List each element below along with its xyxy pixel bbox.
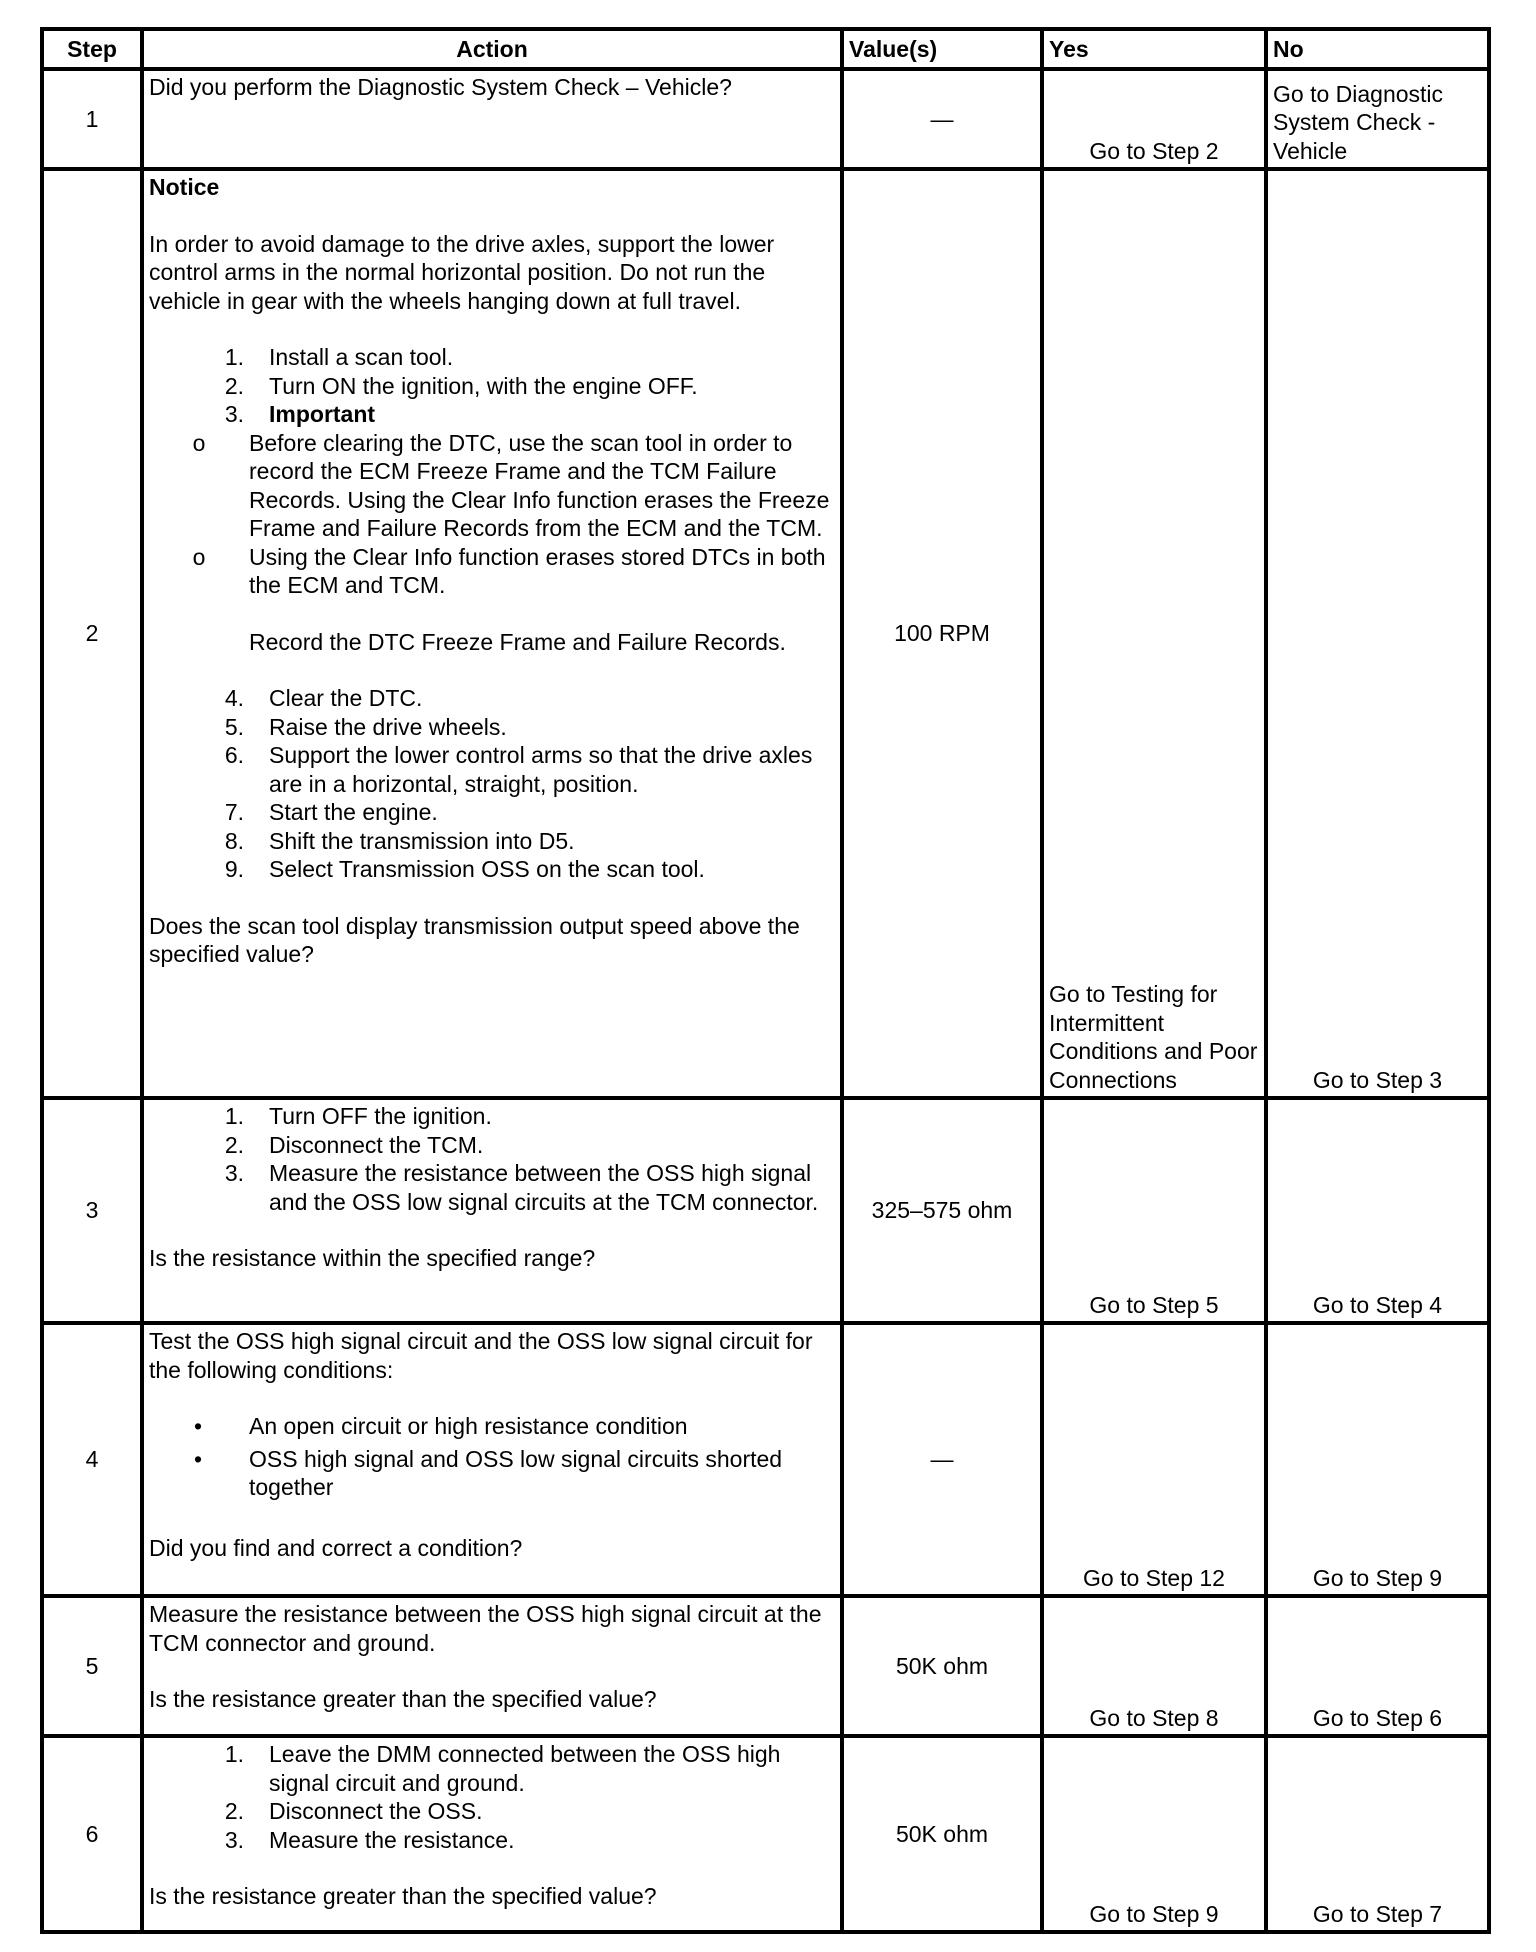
condition-list (149, 1412, 835, 1502)
table-row-step-1 (42, 69, 1489, 169)
yes-cell: Go to Testing for Intermittent Conditions and Poor Connections (1042, 169, 1266, 1098)
list-item: 1. Install a scan tool. (224, 344, 454, 370)
no-cell: Go to Step 4 (1266, 1098, 1489, 1323)
table-row-step-6 (42, 1736, 1489, 1932)
list-item: 5. Raise the drive wheels. (224, 713, 507, 740)
yes-cell: Go to Step 9 (1042, 1736, 1266, 1932)
header-row (42, 29, 1489, 69)
list-item: 6. Support the lower control arms so that the drive axles are in a horizontal, straight, position. (224, 742, 813, 797)
list-item: 3. Measure the resistance between the OSS high signal and the OSS low signal circuits at the TCM connector. (224, 1160, 819, 1215)
table-row-step-4 (42, 1323, 1489, 1596)
list-item: 3. Measure the resistance. (224, 1826, 515, 1853)
list-item: 3. Important (224, 401, 376, 427)
value-cell: 100 RPM (842, 169, 1042, 1098)
action-cell (142, 169, 842, 1098)
list-item: • An open circuit or high resistance condition (194, 1413, 688, 1439)
question-text: Is the resistance greater than the specified value? (149, 1686, 657, 1712)
list-item: 2. Turn ON the ignition, with the engine OFF. (224, 372, 698, 399)
step-number: 1 (42, 69, 142, 169)
diagnostic-table (40, 27, 1491, 1934)
action-cell (142, 69, 842, 169)
header-no: No (1266, 29, 1489, 69)
list-item: 2. Disconnect the OSS. (224, 1798, 483, 1824)
list-item: • OSS high signal and OSS low signal circuits shorted together (194, 1445, 783, 1500)
notice-title: Notice (149, 174, 220, 200)
step-number: 3 (42, 1098, 142, 1323)
record-instruction: Record the DTC Freeze Frame and Failure Records. (249, 628, 786, 655)
yes-cell: Go to Step 12 (1042, 1323, 1266, 1596)
header-values: Value(s) (842, 29, 1042, 69)
procedure-list (149, 1102, 835, 1216)
notice-text: In order to avoid damage to the drive axles, support the lower control arms in the normal horizontal position. Do not run the vehicle in gear with the wheels hanging down at full travel. (149, 230, 775, 314)
diagnostic-table-sheet (40, 27, 1487, 1934)
no-cell: Go to Step 9 (1266, 1323, 1489, 1596)
question-text: Is the resistance within the specified range? (149, 1245, 596, 1271)
list-item: 8. Shift the transmission into D5. (224, 827, 575, 854)
procedure-list (149, 684, 835, 884)
no-cell: Go to Step 6 (1266, 1596, 1489, 1736)
list-item: 7. Start the engine. (224, 799, 438, 825)
no-cell: Go to Step 3 (1266, 169, 1489, 1098)
yes-cell: Go to Step 2 (1042, 69, 1266, 169)
procedure-list (149, 343, 835, 429)
list-item: 1. Leave the DMM connected between the OSS high signal circuit and ground. (224, 1741, 781, 1796)
list-item: 9. Select Transmission OSS on the scan tool. (224, 856, 705, 882)
step-number: 4 (42, 1323, 142, 1596)
value-cell: — (842, 69, 1042, 169)
list-item: o Before clearing the DTC, use the scan tool in order to record the ECM Freeze Frame and the TCM Failure Records. Using the Clear Info function erases the Freeze Frame and Failure Records from the ECM and the TCM. (192, 429, 830, 541)
intro-text: Test the OSS high signal circuit and the OSS low signal circuit for the following conditions: (149, 1328, 813, 1383)
procedure-list (149, 1740, 835, 1854)
question-text: Is the resistance greater than the specified value? (149, 1883, 657, 1909)
step-number: 2 (42, 169, 142, 1098)
question-text: Did you find and correct a condition? (149, 1534, 523, 1561)
action-cell (142, 1098, 842, 1323)
value-cell: 50K ohm (842, 1596, 1042, 1736)
question-text: Does the scan tool display transmission output speed above the specified value? (149, 912, 800, 967)
value-cell: — (842, 1323, 1042, 1596)
action-cell (142, 1736, 842, 1932)
question-text: Did you perform the Diagnostic System Check – Vehicle? (149, 74, 732, 100)
value-cell: 325–575 ohm (842, 1098, 1042, 1323)
step-number: 6 (42, 1736, 142, 1932)
intro-text: Measure the resistance between the OSS high signal circuit at the TCM connector and ground. (149, 1601, 822, 1656)
list-item: 4. Clear the DTC. (224, 685, 423, 711)
list-item: o Using the Clear Info function erases stored DTCs in both the ECM and TCM. (192, 543, 826, 598)
action-cell (142, 1323, 842, 1596)
step-number: 5 (42, 1596, 142, 1736)
no-cell: Go to Diagnostic System Check - Vehicle (1266, 69, 1489, 169)
list-item: 2. Disconnect the TCM. (224, 1131, 484, 1158)
table-row-step-5 (42, 1596, 1489, 1736)
yes-cell: Go to Step 5 (1042, 1098, 1266, 1323)
header-action: Action (142, 29, 842, 69)
yes-cell: Go to Step 8 (1042, 1596, 1266, 1736)
no-cell: Go to Step 7 (1266, 1736, 1489, 1932)
value-cell: 50K ohm (842, 1736, 1042, 1932)
action-cell (142, 1596, 842, 1736)
header-yes: Yes (1042, 29, 1266, 69)
important-sublist (149, 429, 835, 600)
table-row-step-2 (42, 169, 1489, 1098)
header-step: Step (42, 29, 142, 69)
table-row-step-3 (42, 1098, 1489, 1323)
list-item: 1. Turn OFF the ignition. (224, 1103, 492, 1129)
